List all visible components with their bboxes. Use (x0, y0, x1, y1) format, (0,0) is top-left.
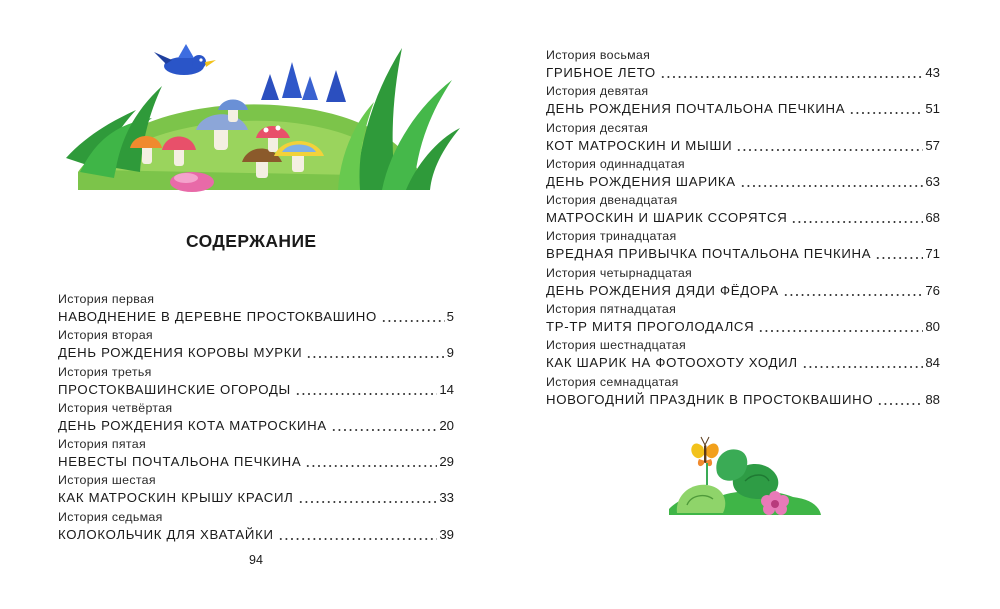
dot-leader (331, 428, 437, 432)
toc-entry[interactable] (546, 228, 940, 264)
story-number: История седьмая (58, 509, 163, 524)
tree-icon (326, 70, 346, 102)
story-number: История четырнадцатая (546, 265, 693, 280)
toc-entry[interactable] (546, 120, 940, 156)
dot-leader (877, 402, 923, 406)
butterfly-icon (691, 437, 718, 466)
story-title: ПРОСТОКВАШИНСКИЕ ОГОРОДЫ (58, 381, 291, 397)
entry-row (546, 173, 940, 191)
page-reference: 9 (446, 345, 454, 361)
bird-icon (154, 44, 216, 75)
dot-leader (740, 184, 924, 188)
dot-leader (306, 355, 444, 359)
entry-row (58, 417, 454, 435)
story-number: История шестая (58, 473, 156, 488)
dot-leader (278, 537, 438, 541)
dot-leader (783, 293, 923, 297)
story-title: КАК МАТРОСКИН КРЫШУ КРАСИЛ (58, 490, 294, 506)
page-reference: 88 (925, 391, 940, 407)
entry-row (546, 209, 940, 227)
story-title: ДЕНЬ РОЖДЕНИЯ ПОЧТАЛЬОНА ПЕЧКИНА (546, 101, 846, 117)
dot-leader (802, 365, 924, 369)
entry-row (546, 318, 940, 336)
story-number: История первая (58, 292, 155, 306)
dot-leader (849, 111, 923, 115)
dot-leader (791, 220, 923, 224)
page-reference: 84 (925, 355, 940, 371)
story-number: История вторая (58, 328, 153, 343)
toc-entry[interactable] (546, 47, 940, 83)
story-title: НОВОГОДНИЙ ПРАЗДНИК В ПРОСТОКВАШИНО (546, 391, 874, 407)
entry-row (546, 391, 940, 409)
story-title: КАК ШАРИК НА ФОТООХОТУ ХОДИЛ (546, 355, 798, 371)
page-reference: 29 (439, 454, 454, 470)
leaf-icon (677, 485, 725, 513)
dot-leader (298, 500, 438, 504)
story-number: История двенадцатая (546, 193, 678, 208)
dot-leader (736, 148, 923, 152)
story-number: История третья (58, 364, 152, 379)
toc-entry[interactable] (58, 327, 454, 363)
entry-row (58, 526, 454, 544)
story-number: История пятнадцатая (546, 302, 677, 317)
story-title: НЕВЕСТЫ ПОЧТАЛЬОНА ПЕЧКИНА (58, 454, 302, 470)
story-title: ВРЕДНАЯ ПРИВЫЧКА ПОЧТАЛЬОНА ПЕЧКИНА (546, 246, 872, 262)
page-reference: 39 (439, 526, 454, 542)
page-reference: 63 (925, 173, 940, 189)
toc-entry[interactable] (546, 83, 940, 119)
toc-entry[interactable] (546, 374, 940, 410)
entry-row (546, 137, 940, 155)
mushroom-meadow-illustration (56, 40, 464, 200)
contents-heading: СОДЕРЖАНИЕ (186, 231, 317, 251)
story-title: МАТРОСКИН И ШАРИК ССОРЯТСЯ (546, 210, 788, 226)
entry-row (546, 100, 940, 118)
story-number: История тринадцатая (546, 229, 677, 244)
tree-icon (261, 74, 279, 100)
story-number: История семнадцатая (546, 374, 679, 389)
page-reference: 51 (925, 101, 940, 117)
dot-leader (758, 329, 923, 333)
toc-entry[interactable] (58, 509, 454, 545)
entry-row (58, 344, 454, 362)
page-reference: 68 (925, 210, 940, 226)
toc-entry[interactable] (58, 472, 454, 508)
story-title: ДЕНЬ РОЖДЕНИЯ КОРОВЫ МУРКИ (58, 345, 303, 361)
entry-row (546, 245, 940, 263)
toc-entry[interactable] (546, 337, 940, 373)
story-number: История пятая (58, 437, 146, 452)
story-number: История восьмая (546, 48, 651, 62)
tree-icon (282, 62, 302, 98)
toc-list-right (546, 47, 940, 410)
story-title: ТР-ТР МИТЯ ПРОГОЛОДАЛСЯ (546, 319, 755, 335)
dot-leader (875, 256, 923, 260)
page-reference: 80 (925, 319, 940, 335)
toc-entry[interactable] (546, 156, 940, 192)
toc-entry[interactable] (58, 291, 454, 327)
entry-row (546, 64, 940, 82)
story-title: ДЕНЬ РОЖДЕНИЯ КОТА МАТРОСКИНА (58, 417, 327, 433)
story-title: ДЕНЬ РОЖДЕНИЯ ДЯДИ ФЁДОРА (546, 282, 779, 298)
entry-row (58, 453, 454, 471)
story-title: ГРИБНОЕ ЛЕТО (546, 65, 656, 80)
page-number: 94 (249, 553, 263, 567)
dot-leader (381, 319, 445, 323)
toc-entry[interactable] (546, 192, 940, 228)
entry-row (58, 381, 454, 399)
page-reference: 33 (439, 490, 454, 506)
toc-list-left (58, 291, 454, 545)
entry-row (58, 308, 454, 326)
story-number: История десятая (546, 120, 649, 135)
toc-entry[interactable] (546, 301, 940, 337)
entry-row (546, 282, 940, 300)
page-reference: 14 (439, 381, 454, 397)
entry-row (58, 489, 454, 507)
page-reference: 76 (925, 282, 940, 298)
story-number: История шестнадцатая (546, 338, 687, 353)
page-reference: 57 (925, 137, 940, 153)
story-title: КОТ МАТРОСКИН И МЫШИ (546, 137, 733, 153)
page-reference: 71 (925, 246, 940, 262)
toc-entry[interactable] (58, 400, 454, 436)
dot-leader (295, 392, 437, 396)
page-reference: 43 (925, 65, 940, 80)
toc-entry[interactable] (58, 364, 454, 400)
page-reference: 5 (446, 309, 454, 324)
entry-row (546, 354, 940, 372)
pink-stone-highlight (174, 173, 198, 183)
leaves-butterfly-illustration (663, 433, 823, 523)
story-number: История четвёртая (58, 400, 173, 415)
dot-leader (305, 464, 437, 468)
toc-entry[interactable] (58, 436, 454, 472)
story-title: ДЕНЬ РОЖДЕНИЯ ШАРИКА (546, 173, 736, 189)
toc-entry[interactable] (546, 265, 940, 301)
story-number: История девятая (546, 84, 649, 99)
story-title: НАВОДНЕНИЕ В ДЕРЕВНЕ ПРОСТОКВАШИНО (58, 309, 377, 324)
page-reference: 20 (439, 417, 454, 433)
story-number: История одиннадцатая (546, 156, 685, 171)
dot-leader (660, 75, 923, 79)
story-title: КОЛОКОЛЬЧИК ДЛЯ ХВАТАЙКИ (58, 526, 274, 542)
tree-icon (302, 76, 318, 100)
